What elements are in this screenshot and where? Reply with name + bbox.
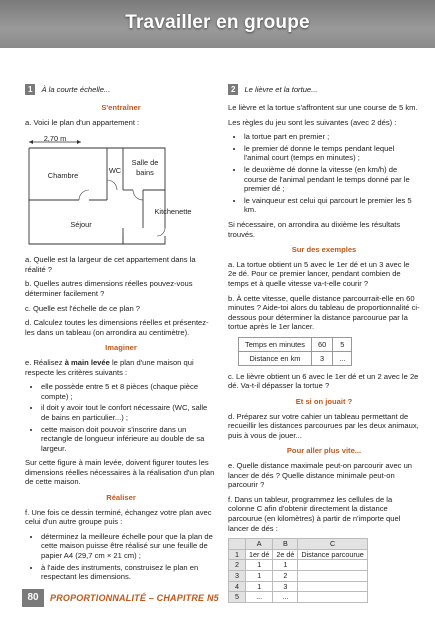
question-a2: a. Quelle est la largeur de cet appartement dans la réalité ? [25, 255, 196, 274]
sheet-cell[interactable]: 1 [246, 560, 273, 571]
question-b: b. Quelles autres dimensions réelles pouvez-vous déterminer facilement ? [25, 279, 193, 298]
section-1-heading [25, 84, 217, 95]
section-number: 2 [228, 84, 238, 95]
question-f: f. Dans un tableur, programmez les cellules de la colonne C afin d'obtenir directement la distance parcourue (en kilomètres) à partir de n'importe quel lancer de dés : [228, 494, 401, 533]
criteria-item: • elle possède entre 5 et 8 pièces (chaque pièce compte) ; [41, 382, 217, 401]
section-title: Le lièvre et la tortue... [244, 84, 318, 94]
section-number: 1 [25, 84, 35, 95]
sheet-row-header: 5 [229, 592, 246, 603]
rule-item: • le vainqueur est celui qui parcourt le premier les 5 km. [244, 196, 420, 215]
rounding-note: Si nécessaire, on arrondira au dixième les résultats trouvés. [228, 219, 401, 239]
sheet-corner [229, 539, 246, 550]
sheet-row-header: 1 [229, 549, 246, 560]
sheet-row [229, 549, 368, 560]
plan-room-kitchenette: Kitchenette [154, 207, 192, 217]
question-d: d. Calculez toutes les dimensions réelles et présentez-les dans un tableau (on arrondira au centimètre). [25, 318, 209, 337]
page-number: 80 [22, 589, 44, 607]
table-cell: Temps en minutes [239, 337, 312, 351]
sheet-cell[interactable]: 2 [273, 570, 298, 581]
criteria-item: • il doit y avoir tout le confort nécessaire (WC, salle de bains en particulier...) ; [41, 403, 217, 422]
left-column [25, 84, 217, 587]
sheet-cell[interactable]: 2e dé [273, 549, 298, 560]
table-cell: Distance en km [239, 351, 312, 365]
rules-list [228, 132, 420, 215]
criteria-item: • cette maison doit pouvoir s'inscrire dans un rectangle de longueur inférieure au double de sa largeur. [41, 425, 217, 454]
plan-room-wc: WC [108, 166, 122, 176]
subheading-exemples: Sur des exemples [291, 245, 357, 255]
chapter-label: PROPORTIONNALITÉ – CHAPITRE N5 [50, 593, 219, 603]
subheading-sentrainer: S'entraîner [101, 103, 141, 112]
table-cell: 60 [311, 337, 332, 351]
plan-room-sejour: Séjour [70, 220, 92, 230]
subheading-plus-vite: Pour aller plus vite... [286, 446, 362, 456]
question-e-pre: e. Réalisez [25, 357, 65, 367]
question-e-post: le plan d'une maison qui respecte les critères suivants : [25, 357, 194, 377]
sheet-header-row [229, 539, 368, 550]
title-banner [0, 0, 435, 48]
sheet-cell[interactable]: 1 [246, 570, 273, 581]
sheet-row-header: 2 [229, 560, 246, 571]
intro: Le lièvre et la tortue s'affrontent sur une course de 5 km. [228, 103, 418, 112]
sheet-col-header: C [298, 539, 367, 550]
question-a: a. Voici le plan d'un appartement : [25, 117, 140, 127]
subheading-jouer: Et si on jouait ? [295, 397, 353, 407]
proportionality-table [238, 337, 352, 366]
page-footer [0, 585, 435, 611]
sheet-row [229, 560, 368, 571]
criteria-list [25, 382, 217, 453]
section-title: À la courte échelle... [41, 84, 111, 94]
question-d: d. Préparez sur votre cahier un tableau permettant de recueillir les distances parcourues par les deux animaux, puis à vous de jouer... [228, 411, 419, 440]
table-cell: ... [333, 351, 352, 365]
f-item: • à l'aide des instruments, construisez le plan en respectant les dimensions. [41, 563, 217, 582]
table-cell: 5 [333, 337, 352, 351]
subheading-realiser: Réaliser [106, 493, 136, 503]
question-a: a. La tortue obtient un 5 avec le 1er dé et un 3 avec le 2e dé. Pour ce premier lancer, pendant combien de temps et à quelle vitesse va-t-elle courir ? [228, 259, 410, 288]
sheet-cell[interactable]: Distance parcourue [298, 549, 367, 560]
f-item: • déterminez la meilleure échelle pour que la plan de cette maison puisse être réalisé sur une feuille de papier A4 (29,7 cm × 21 cm) ; [41, 532, 217, 561]
question-e: e. Quelle distance maximale peut-on parcourir avec un lancer de dés ? Quelle distance minimale peut-on parcourir ? [228, 461, 413, 490]
question-f: f. Une fois ce dessin terminé, échangez votre plan avec celui d'un autre groupe puis : [25, 507, 212, 527]
sheet-cell[interactable] [298, 560, 367, 571]
plan-drawing [25, 132, 215, 247]
sheet-cell[interactable]: 1er dé [246, 549, 273, 560]
sheet-col-header: B [273, 539, 298, 550]
rules: Les règles du jeu sont les suivantes (avec 2 dés) : [228, 117, 397, 127]
sheet-cell[interactable]: 1 [273, 560, 298, 571]
question-e-after: Sur cette figure à main levée, doivent figurer toutes les dimensions réelles nécessaires à la réalisation d'un plan de cette maison. [25, 458, 215, 487]
sheet-cell[interactable]: 1 [246, 581, 273, 592]
right-column [228, 84, 420, 603]
sheet-row [229, 570, 368, 581]
sheet-row-header: 3 [229, 570, 246, 581]
sheet-cell[interactable]: ... [246, 592, 273, 603]
apartment-plan [25, 132, 215, 247]
sheet-cell[interactable] [298, 570, 367, 581]
plan-room-sdb: Salle de bains [131, 158, 159, 177]
sheet-row-header: 4 [229, 581, 246, 592]
rule-item: • le premier dé donne le temps pendant lequel l'animal court (temps en minutes) ; [244, 144, 420, 163]
table-row [239, 337, 352, 351]
subheading-imaginer: Imaginer [105, 343, 137, 353]
question-c: c. Le lièvre obtient un 6 avec le 1er dé et un 2 avec le 2e dé. Va-t-il dépasser la tortue ? [228, 371, 419, 391]
plan-room-chambre: Chambre [47, 171, 79, 181]
f-list [25, 532, 217, 582]
question-e [25, 358, 217, 377]
page-title: Travailler en groupe [125, 12, 310, 33]
sheet-cell[interactable]: 3 [273, 581, 298, 592]
table-row [239, 351, 352, 365]
plan-dimension-label: 2,70 m [43, 134, 67, 144]
table-cell: 3 [311, 351, 332, 365]
rule-item: • la tortue part en premier ; [244, 132, 420, 142]
question-b: b. À cette vitesse, quelle distance parcourrait-elle en 60 minutes ? Aide-toi alors du tableau de proportionnalité ci-dessous pour déterminer la distance parcourue par la tortue après le 1er lancer. [228, 293, 420, 332]
rule-item: • le deuxième dé donne la vitesse (en km/h) de course de l'animal pendant le temps donné par le premier dé ; [244, 165, 420, 194]
question-c: c. Quelle est l'échelle de ce plan ? [25, 303, 141, 313]
sheet-col-header: A [246, 539, 273, 550]
sheet-cell[interactable]: ... [273, 592, 298, 603]
section-2-heading [228, 84, 420, 95]
question-e-bold: à main levée [64, 357, 110, 367]
